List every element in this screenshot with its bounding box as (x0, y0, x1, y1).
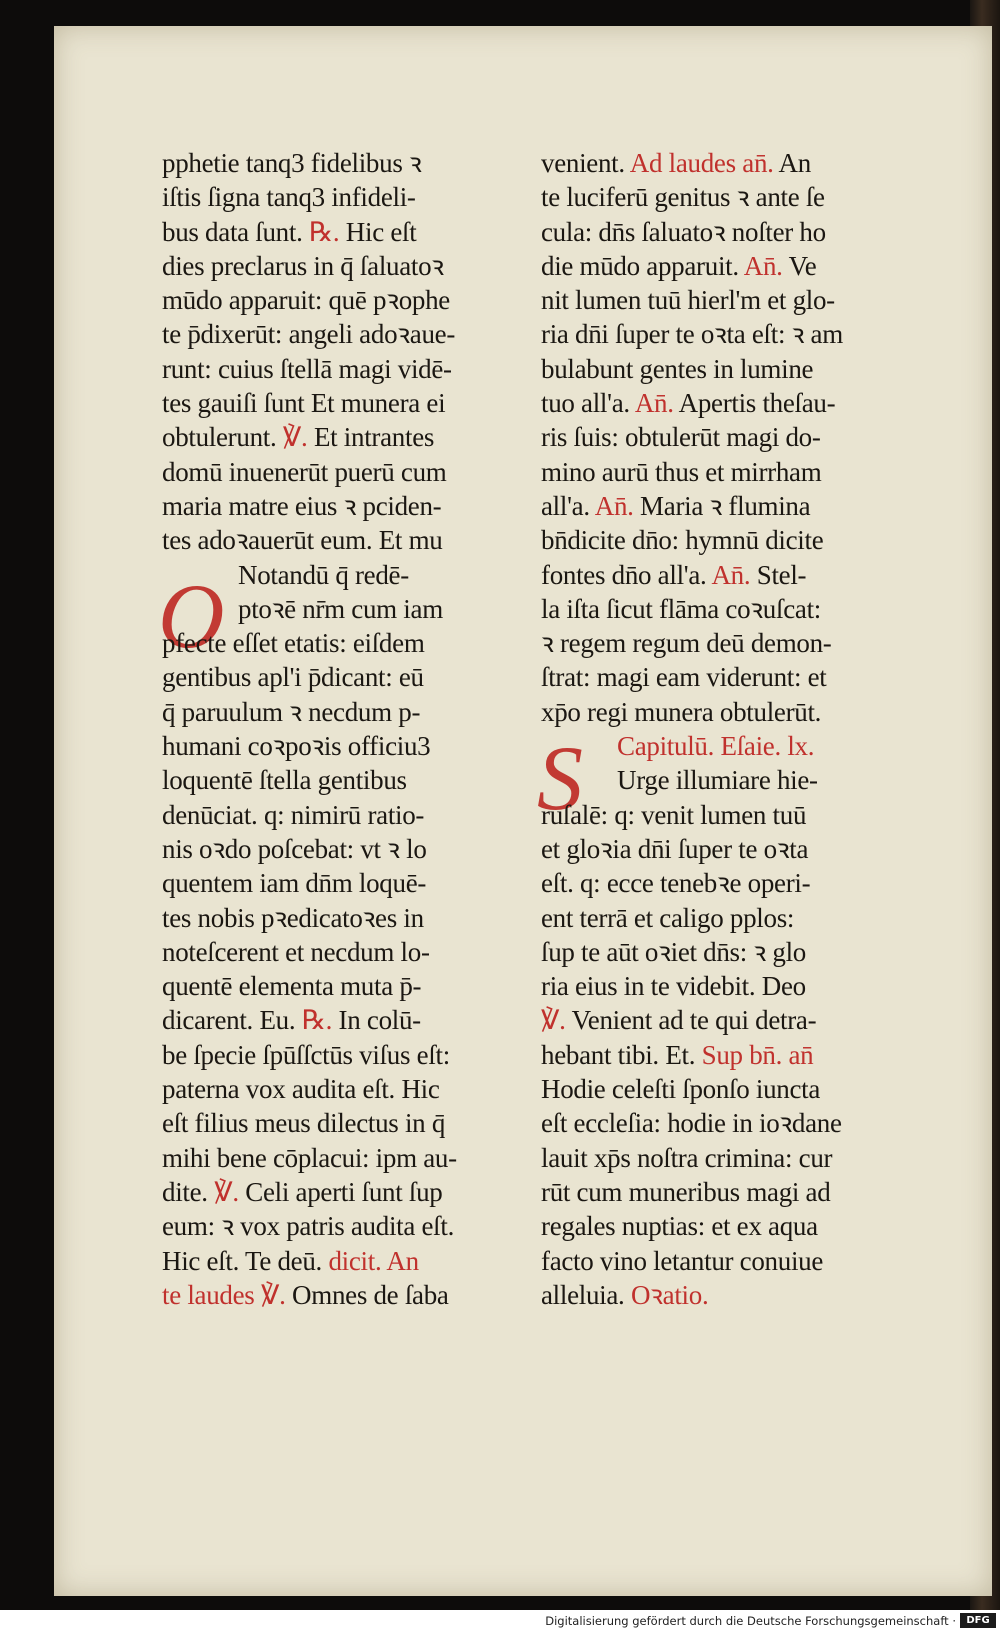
text-line: la iſta ſicut flāma coꝛuſcat: (541, 593, 821, 624)
text-segment: Hic eſt (339, 216, 417, 247)
text-line: ſtrat: magi eam viderunt: et (541, 662, 827, 693)
text-line: cula: dn̄s ſaluatoꝛ noſter ho (541, 216, 826, 247)
text-segment: An (773, 148, 811, 178)
text-segment: Ve (782, 250, 817, 281)
text-line: Notandū q̄ redē- (238, 559, 409, 590)
text-segment: die mūdo apparuit. (541, 250, 744, 281)
text-line (541, 386, 951, 420)
text-line: nis oꝛdo poſcebat: vt ꝛ lo (162, 833, 427, 864)
text-line (541, 1003, 951, 1037)
text-line (162, 1278, 582, 1312)
text-line (541, 146, 951, 180)
text-line (541, 1038, 951, 1072)
rubric-text: An̄. (634, 388, 674, 419)
text-line (162, 1175, 582, 1209)
text-column-left (162, 146, 582, 1312)
rubric-text: Sup bn̄. an̄ (701, 1039, 814, 1070)
text-line: xp̄o regi munera obtulerūt. (541, 696, 822, 727)
text-line: ris ſuis: obtulerūt magi do- (541, 422, 821, 453)
text-segment: dite. (162, 1176, 215, 1207)
text-line: runt: cuius ſtellā magi vidē- (162, 353, 452, 384)
text-segment: Stel- (750, 559, 807, 590)
rubric-text: te laudes ℣. (162, 1279, 286, 1310)
text-line: regales nuptias: et ex aqua (541, 1211, 818, 1242)
text-line: Urge illumiare hie- (617, 765, 818, 796)
text-line: denūciat. q: nimirū ratio- (162, 799, 425, 830)
text-line (162, 420, 582, 454)
text-line: nit lumen tuū hierl'm et glo- (541, 285, 835, 316)
text-segment: Celi aperti ſunt ſup (238, 1176, 443, 1207)
rubric-text: Capitulū. Eſaie. lx. (617, 731, 815, 762)
text-line: et gloꝛia dn̄i ſuper te oꝛta (541, 833, 809, 864)
text-line: pphetie tanq3 fidelibus ꝛ (162, 148, 422, 178)
digitization-credit: Digitalisierung gefördert durch die Deutsche Forschungsgemeinschaft · (545, 1614, 956, 1628)
text-segment: Maria ꝛ flumina (633, 490, 811, 521)
rubric-text: dicit. An (328, 1245, 419, 1276)
text-line: ria eius in te videbit. Deo (541, 971, 806, 1002)
text-line: ptoꝛē nr̄m cum iam (238, 593, 443, 624)
text-line: tes nobis pꝛedicatoꝛes in (162, 902, 424, 933)
text-line: mihi bene cōplacui: ipm au- (162, 1142, 457, 1173)
text-line: noteſcerent et necdum lo- (162, 936, 430, 967)
chapter-heading (541, 729, 951, 763)
text-line: ſup te aūt oꝛiet dn̄s: ꝛ glo (541, 936, 806, 967)
text-line (541, 489, 951, 523)
text-line: eſt. q: ecce tenebꝛe operi- (541, 868, 811, 899)
text-line: te luciferū genitus ꝛ ante ſe (541, 182, 825, 213)
book-page (54, 26, 992, 1596)
text-segment: In colū- (332, 1005, 421, 1036)
text-line: tes gauiſi ſunt Et munera ei (162, 388, 446, 419)
text-segment: hebant tibi. Et. (541, 1039, 702, 1070)
dfg-logo: DFG (960, 1613, 996, 1628)
text-line: mūdo apparuit: quē pꝛophe (162, 285, 450, 316)
rubric-text: Ad laudes an̄. (629, 148, 774, 178)
text-line: Hodie celeſti ſponſo iuncta (541, 1074, 821, 1105)
text-line: iſtis ſigna tanq3 infideli- (162, 182, 416, 213)
text-segment: Venient ad te qui detra- (565, 1005, 817, 1036)
text-column-right (541, 146, 951, 1312)
rubric-text: ℣. (282, 422, 308, 453)
text-line: facto vino letantur conuiue (541, 1245, 824, 1276)
text-segment: obtulerunt. (162, 422, 283, 453)
text-line (541, 1278, 951, 1312)
text-line (541, 558, 951, 592)
text-segment: Et intrantes (307, 422, 435, 453)
text-line: quentē elementa muta p̄- (162, 971, 422, 1002)
text-line (162, 215, 582, 249)
text-segment: Omnes de ſaba (285, 1279, 449, 1310)
text-line: tes adoꝛauerūt eum. Et mu (162, 525, 443, 556)
text-line: mino aurū thus et mirrham (541, 456, 822, 487)
text-line (162, 1244, 582, 1278)
text-line: domū inuenerūt puerū cum (162, 456, 447, 487)
text-segment: venient. (541, 148, 630, 178)
text-line: lauit xp̄s noſtra crimina: cur (541, 1142, 833, 1173)
text-segment: Apertis theſau- (673, 388, 836, 419)
rubric-text: ℞. (308, 216, 340, 247)
text-line: rūt cum muneribus magi ad (541, 1176, 831, 1207)
decorated-initial-right: S (537, 727, 583, 829)
text-line: humani coꝛpoꝛis officiu3 (162, 731, 431, 762)
text-line: ꝛ regem regum deū demon- (541, 628, 832, 659)
text-line: ruſalē: q: venit lumen tuū (541, 799, 807, 830)
text-line: bulabunt gentes in lumine (541, 353, 814, 384)
text-line: eum: ꝛ vox patris audita eſt. (162, 1211, 455, 1242)
text-line: te p̄dixerūt: angeli adoꝛaue- (162, 319, 456, 350)
rubric-text: An̄. (743, 250, 783, 281)
text-line: pfecte eſſet etatis: eiſdem (162, 628, 425, 659)
text-segment: bus data ſunt. (162, 216, 309, 247)
text-line: quentem iam dn̄m loquē- (162, 868, 427, 899)
text-line (162, 1003, 582, 1037)
text-line: q̄ paruulum ꝛ necdum p- (162, 696, 421, 727)
text-line: eſt eccleſia: hodie in ioꝛdane (541, 1108, 842, 1139)
decorated-initial-left: O (158, 565, 225, 667)
text-line: bn̄dicite dn̄o: hymnū dicite (541, 525, 824, 556)
text-line: loquentē ſtella gentibus (162, 765, 407, 796)
text-segment: alleluia. (541, 1279, 631, 1310)
rubric-text: ℞. (301, 1005, 333, 1036)
text-segment: Hic eſt. Te deū. (162, 1245, 329, 1276)
text-line (541, 249, 951, 283)
text-line: ent terrā et caligo pplos: (541, 902, 795, 933)
text-line: paterna vox audita eſt. Hic (162, 1074, 440, 1105)
text-segment: dicarent. Eu. (162, 1005, 302, 1036)
rubric-text: An̄. (594, 490, 634, 521)
rubric-text: ℣. (541, 1005, 566, 1036)
rubric-text: An̄. (711, 559, 751, 590)
text-line: maria matre eius ꝛ pciden- (162, 490, 442, 521)
text-line: gentibus apl'i p̄dicant: eū (162, 662, 424, 693)
rubric-text: Oꝛatio. (630, 1279, 709, 1310)
text-segment: all'a. (541, 490, 595, 521)
text-line: eſt filius meus dilectus in q̄ (162, 1108, 446, 1139)
text-line: dies preclarus in q̄ ſaluatoꝛ (162, 250, 444, 281)
rubric-text: ℣. (214, 1176, 239, 1207)
text-segment: tuo all'a. (541, 388, 635, 419)
text-line: be ſpecie ſpūſſctūs viſus eſt: (162, 1039, 450, 1070)
text-line: ria dn̄i ſuper te oꝛta eſt: ꝛ am (541, 319, 843, 350)
text-segment: fontes dn̄o all'a. (541, 559, 712, 590)
